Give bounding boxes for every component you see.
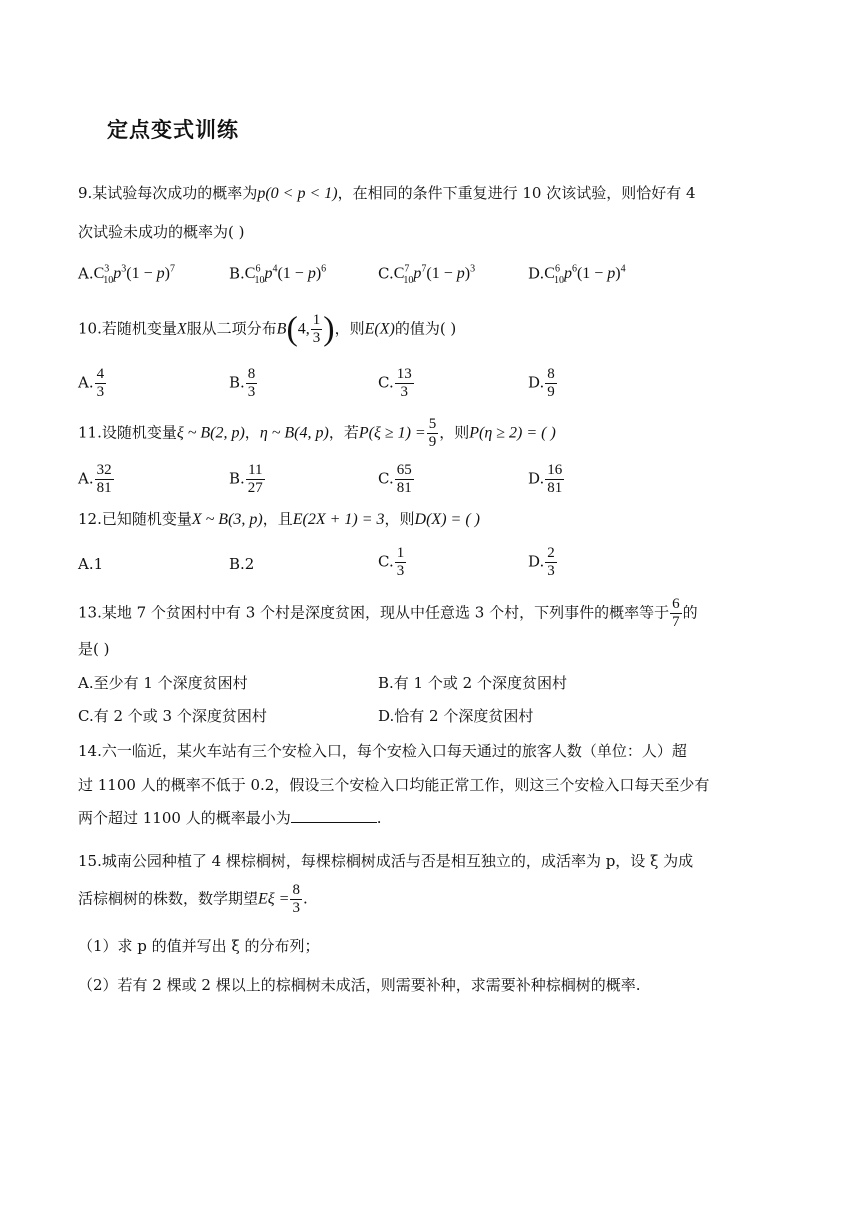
q11-option-c-label: C. [378, 469, 394, 488]
q15-expectation: Eξ = [258, 890, 290, 908]
q15-sub2: （2）若有 2 棵或 2 棵以上的棕榈树未成活，则需要补种，求需要补种棕榈树的概率. [78, 976, 641, 994]
q10-line1 [78, 312, 456, 347]
q9-line2: 次试验未成功的概率为( ) [78, 223, 245, 241]
q10-option-d-frac: $\frac{8}{9}$ [547, 366, 555, 400]
q15-line2 [78, 882, 308, 917]
q12-dist: X ~ B(3, p) [191, 511, 263, 528]
q11-option-a-frac: $\frac{32}{81}$ [96, 462, 112, 496]
q10-right-paren: ) [323, 310, 335, 348]
q9-option-b[interactable] [229, 259, 326, 292]
q13-option-a[interactable]: A.至少有 1 个深度贫困村 [78, 674, 248, 692]
q11-option-d-label: D. [528, 469, 545, 488]
q10-expr: E(X) [364, 320, 395, 338]
q15-frac: $\frac{8}{3}$ [292, 882, 300, 916]
q13-option-c[interactable]: C.有 2 个或 3 个深度贫困村 [78, 707, 267, 725]
q15-sub1: （1）求 p 的值并写出 ξ 的分布列； [78, 937, 320, 955]
q9-line1 [78, 182, 696, 205]
q9-text-b: ，在相同的条件下重复进行 10 次该试验，则恰好有 4 [337, 184, 696, 202]
q10-text-d: 的值为( ) [394, 319, 457, 338]
q13-option-b[interactable]: B.有 1 个或 2 个深度贫困村 [378, 674, 567, 692]
q10-option-b-label: B. [229, 373, 245, 392]
q14-answer-blank[interactable] [291, 808, 377, 823]
q11-text-b: ，若 [328, 423, 359, 442]
q11-line1 [78, 416, 556, 451]
q12-text-c: ，则 [384, 510, 415, 528]
q15-line2-text: 活棕榈树的株数，数学期望 [78, 889, 259, 908]
q10-option-c-frac: $\frac{13}{3}$ [396, 366, 412, 400]
q12-option-d[interactable] [528, 545, 558, 580]
q9-option-d[interactable] [528, 259, 626, 292]
q10-option-c-label: C. [378, 373, 394, 392]
q13-option-d[interactable]: D.恰有 2 个深度贫困村 [378, 707, 534, 725]
q9-option-b-formula: $C^6_{10}p^4(1 - p)^6$ [244, 264, 327, 286]
q10-var: X [176, 320, 187, 338]
q10-option-a-label: A. [78, 373, 94, 392]
q9-option-c-label: C. [378, 264, 394, 283]
q9-option-c[interactable] [378, 259, 475, 292]
q11-dist-eta: η ~ B(4, p) [259, 424, 329, 442]
q12-expectation: E(2X + 1) = 3 [292, 511, 385, 528]
q11-prob1: P(ξ ≥ 1) = [358, 424, 426, 442]
q12-line1 [78, 508, 480, 531]
q9-option-b-label: B. [229, 264, 245, 283]
q11-option-c[interactable] [378, 462, 415, 497]
q10-option-b[interactable] [229, 366, 258, 401]
q9-option-d-formula: $C^6_{10}p^6(1 - p)^4$ [544, 264, 626, 286]
q13-text-a: 13.某地 7 个贫困村中有 3 个村是深度贫困，现从中任意选 3 个村，下列事件的概率等于 [78, 603, 670, 622]
q10-option-d-label: D. [528, 373, 545, 392]
q12-option-d-frac: $\frac{2}{3}$ [547, 545, 555, 579]
q13-line2: 是( ) [78, 640, 110, 658]
q12-option-c-label: C. [378, 552, 394, 571]
q11-sep: ， [244, 423, 260, 442]
q12-option-d-label: D. [528, 552, 545, 571]
q10-option-d[interactable] [528, 366, 558, 401]
q13-frac: $\frac{6}{7}$ [672, 596, 680, 630]
q11-text-a: 11.设随机变量 [78, 423, 177, 442]
q11-text-c: ，则 [439, 423, 470, 442]
q14-line2: 过 1100 人的概率不低于 0.2，假设三个安检入口均能正常工作，则这三个安检入口每天至少有 [78, 776, 710, 794]
q10-binomial-p: $\frac{1}{3}$ [312, 312, 321, 346]
q11-prob1-frac: $\frac{5}{9}$ [428, 416, 437, 450]
q14-line3-end: . [376, 809, 382, 827]
q12-variance: D(X) = ( ) [414, 511, 480, 528]
q11-dist-xi: ξ ~ B(2, p) [176, 424, 245, 442]
q15-line2-end: . [302, 889, 308, 908]
q11-option-b-label: B. [229, 469, 245, 488]
q12-option-c-frac: $\frac{1}{3}$ [396, 545, 405, 579]
q11-option-b[interactable] [229, 462, 266, 497]
q11-option-a-label: A. [78, 469, 94, 488]
q10-text-c: ，则 [334, 319, 365, 338]
q12-option-b[interactable]: B.2 [229, 555, 255, 573]
q14-line3-text: 两个超过 1100 人的概率最小为 [78, 809, 291, 827]
q10-binomial-n: 4, [297, 320, 310, 338]
q9-text-a: 9.某试验每次成功的概率为 [78, 184, 258, 202]
q9-option-d-label: D. [528, 264, 545, 283]
q11-option-b-frac: $\frac{11}{27}$ [247, 462, 263, 496]
q10-text-a: 10.若随机变量 [78, 319, 177, 338]
section-title: 定点变式训练 [107, 118, 239, 142]
q9-option-c-formula: $C^7_{10}p^7(1 - p)^3$ [393, 264, 476, 286]
q12-text-b: ，且 [262, 510, 293, 528]
q12-option-a[interactable]: A.1 [78, 555, 104, 573]
q14-line3 [78, 807, 382, 829]
q10-option-a[interactable] [78, 366, 107, 401]
q12-text-a: 12.已知随机变量 [78, 510, 192, 528]
q13-line1 [78, 596, 698, 631]
q11-option-c-frac: $\frac{65}{81}$ [396, 462, 412, 496]
q10-option-c[interactable] [378, 366, 415, 401]
q14-line1: 14.六一临近，某火车站有三个安检入口，每个安检入口每天通过的旅客人数（单位：人）超 [78, 742, 687, 760]
q10-left-paren: ( [286, 310, 298, 348]
q13-text-b: 的 [682, 603, 698, 622]
q11-prob2: P(η ≥ 2) = ( ) [469, 424, 556, 442]
q12-option-c[interactable] [378, 545, 407, 580]
q9-option-a[interactable] [78, 259, 175, 292]
q10-option-a-frac: $\frac{4}{3}$ [96, 366, 105, 400]
q11-option-a[interactable] [78, 462, 115, 497]
q9-option-a-label: A. [78, 264, 94, 283]
q10-option-b-frac: $\frac{8}{3}$ [247, 366, 256, 400]
q9-cond: p(0 < p < 1) [257, 185, 338, 202]
q10-binomial: B [276, 320, 287, 338]
q10-text-b: 服从二项分布 [186, 319, 277, 338]
q9-option-a-formula: $C^3_{10}p^3(1 - p)^7$ [93, 264, 175, 286]
q11-option-d[interactable] [528, 462, 565, 497]
q11-option-d-frac: $\frac{16}{81}$ [547, 462, 563, 496]
q15-line1: 15.城南公园种植了 4 棵棕榈树，每棵棕榈树成活与否是相互独立的，成活率为 p，设 ξ 为成 [78, 852, 694, 870]
